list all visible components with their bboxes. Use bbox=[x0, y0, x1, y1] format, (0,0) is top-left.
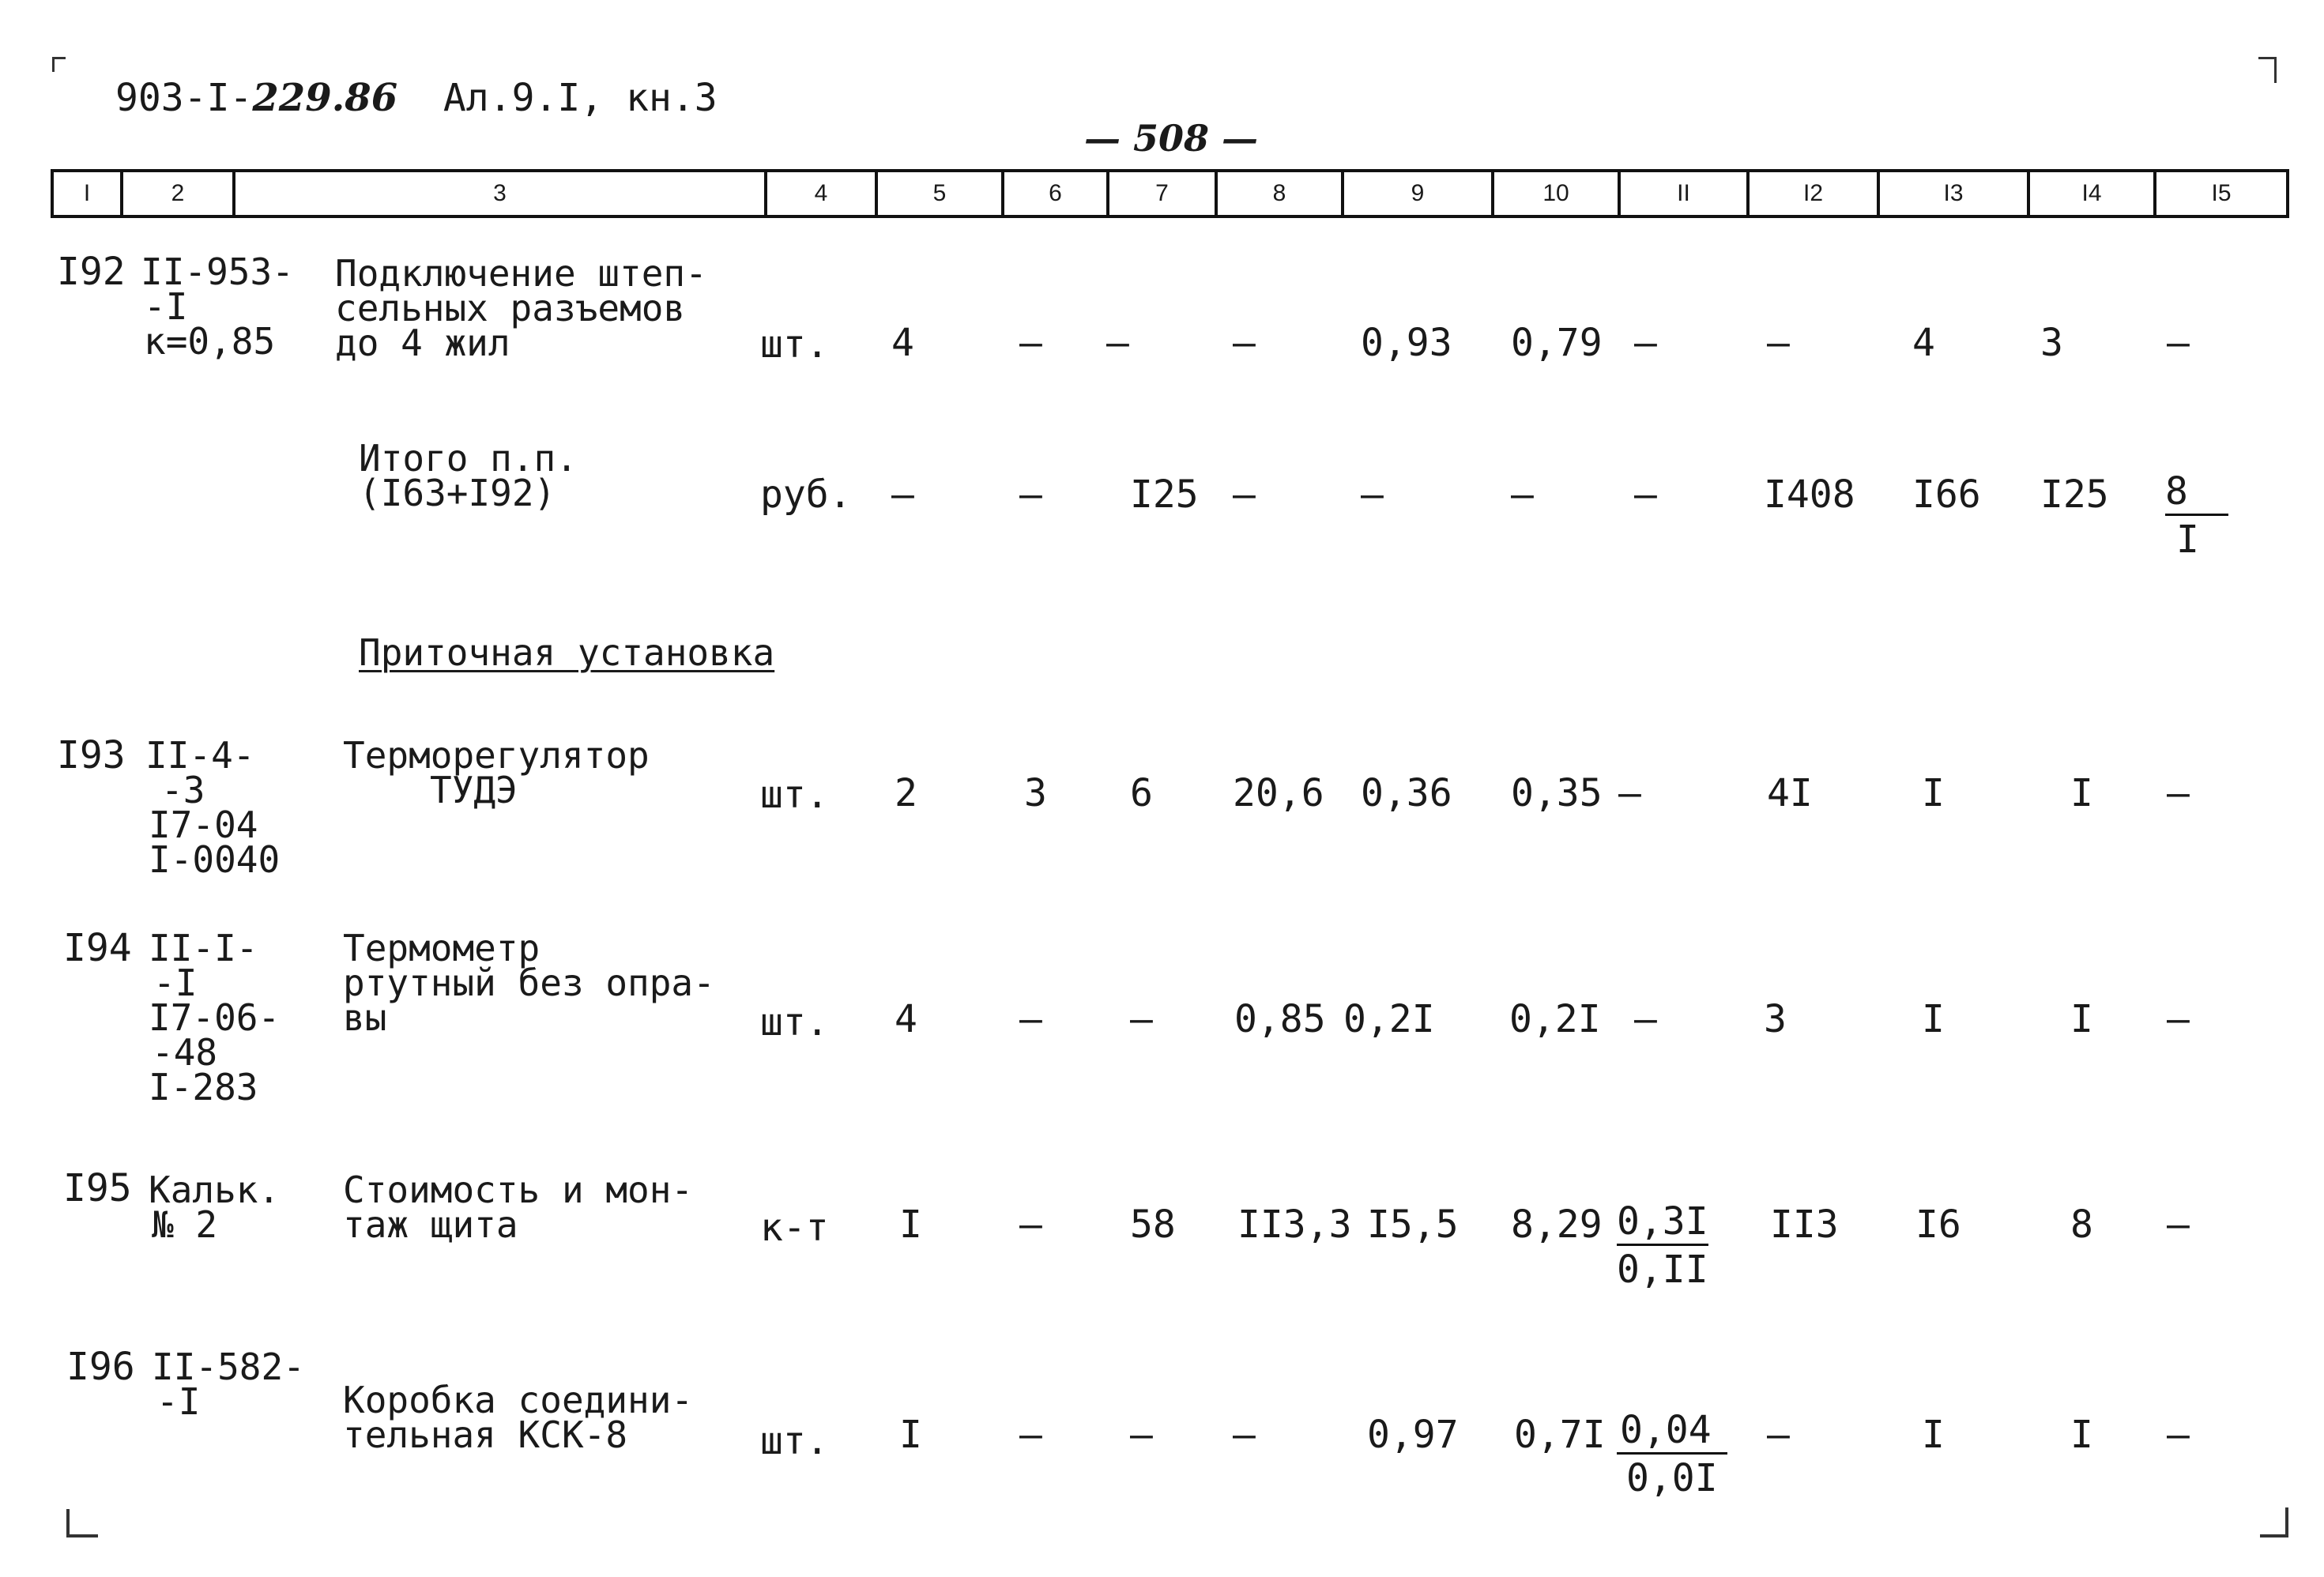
column-header-13: I3 bbox=[1878, 171, 2028, 216]
column-header-8: 8 bbox=[1216, 171, 1343, 216]
fraction-denominator: I bbox=[2176, 518, 2199, 562]
rate-code bbox=[152, 1346, 305, 1423]
rate-code-line: I7-06- bbox=[149, 996, 281, 1039]
cell-col-13: 4 bbox=[1912, 321, 1935, 365]
fraction-denominator: 0,II bbox=[1617, 1248, 1708, 1292]
rate-code-line: II-4- bbox=[145, 734, 255, 777]
work-description-line: Подключение штеп- bbox=[335, 252, 707, 295]
cell-col-11: – bbox=[1618, 771, 1641, 815]
column-header-15: I5 bbox=[2155, 171, 2288, 216]
reference-prefix: 903-I- bbox=[115, 76, 253, 120]
unit: к-т bbox=[760, 1206, 829, 1250]
row-number: I95 bbox=[63, 1166, 132, 1210]
page-number: — 508 — bbox=[1084, 117, 1259, 160]
column-header-3: 3 bbox=[234, 171, 766, 216]
cell-col-14: 3 bbox=[2040, 321, 2063, 365]
cell-col-10: – bbox=[1511, 472, 1534, 517]
rate-code-line: II-I- bbox=[149, 927, 258, 969]
cell-col-12: I408 bbox=[1764, 472, 1855, 517]
fraction-numerator: 0,04 bbox=[1617, 1411, 1727, 1455]
document-reference bbox=[115, 76, 718, 120]
cell-col-11: – bbox=[1634, 321, 1657, 365]
corner-mark-top-left bbox=[52, 57, 66, 72]
rate-code-line: II-953- bbox=[141, 250, 294, 293]
cell-col-6: – bbox=[1019, 1203, 1042, 1247]
corner-mark-bottom-right bbox=[2260, 1507, 2288, 1537]
cell-col-14: I bbox=[2070, 997, 2093, 1041]
reference-number: 229.86 bbox=[252, 76, 398, 120]
work-description-line: тельная КСК-8 bbox=[343, 1413, 628, 1456]
row-number: I93 bbox=[57, 733, 126, 777]
section-title: Приточная установка bbox=[359, 631, 775, 674]
cell-col-8: 20,6 bbox=[1233, 771, 1324, 815]
cell-col-10: 8,29 bbox=[1511, 1203, 1603, 1247]
cell-col-7: – bbox=[1130, 997, 1153, 1041]
cell-col-11-fraction bbox=[1617, 1199, 1708, 1292]
cell-col-9: I5,5 bbox=[1367, 1203, 1459, 1247]
cell-col-6: – bbox=[1019, 997, 1042, 1041]
cell-col-8: 0,85 bbox=[1234, 997, 1326, 1041]
cell-col-12: 3 bbox=[1764, 997, 1787, 1041]
cell-col-12: – bbox=[1767, 321, 1790, 365]
work-description-line: Коробка соедини- bbox=[343, 1379, 694, 1421]
cell-col-7: – bbox=[1106, 321, 1129, 365]
fraction-denominator: 0,0I bbox=[1626, 1456, 1718, 1500]
work-description-line: сельных разъемов bbox=[335, 287, 686, 329]
row-number: I94 bbox=[63, 926, 132, 970]
cell-col-14: I bbox=[2070, 1413, 2093, 1457]
cell-col-15: – bbox=[2167, 1203, 2190, 1247]
cell-col-12: 4I bbox=[1767, 771, 1813, 815]
cell-col-13: I bbox=[1922, 1413, 1945, 1457]
rate-code-line: № 2 bbox=[152, 1203, 218, 1246]
work-description-line: вы bbox=[343, 996, 387, 1039]
unit: шт. bbox=[760, 1000, 829, 1044]
cell-col-5: 4 bbox=[891, 321, 914, 365]
rate-code-line: к=0,85 bbox=[144, 320, 276, 363]
cell-col-7: 6 bbox=[1130, 771, 1153, 815]
unit: шт. bbox=[760, 773, 829, 817]
fraction-numerator: 0,3I bbox=[1617, 1203, 1708, 1246]
cell-col-15: – bbox=[2167, 1413, 2190, 1457]
cell-col-10: 0,7I bbox=[1514, 1413, 1606, 1457]
column-header-4: 4 bbox=[766, 171, 876, 216]
column-header-2: 2 bbox=[122, 171, 234, 216]
cell-col-5: I bbox=[899, 1413, 922, 1457]
work-description bbox=[343, 1379, 694, 1456]
cell-col-9: – bbox=[1361, 472, 1384, 517]
rate-code-line: I-0040 bbox=[149, 838, 281, 881]
work-description bbox=[343, 927, 715, 1039]
cell-col-15: – bbox=[2167, 771, 2190, 815]
cell-col-6: 3 bbox=[1024, 771, 1047, 815]
cell-col-5: – bbox=[891, 472, 914, 517]
rate-code-line: Кальк. bbox=[149, 1169, 281, 1211]
cell-col-9: 0,2I bbox=[1343, 997, 1435, 1041]
rate-code-line: -I bbox=[144, 285, 188, 328]
work-description-line: Термометр bbox=[343, 927, 541, 969]
total-label-line: Итого п.п. bbox=[359, 437, 578, 480]
total-label-line: (I63+I92) bbox=[359, 472, 556, 514]
cell-col-14: I bbox=[2070, 771, 2093, 815]
cell-col-13: I bbox=[1922, 771, 1945, 815]
work-description bbox=[343, 734, 650, 811]
total-label bbox=[359, 437, 578, 514]
row-number: I92 bbox=[57, 250, 126, 294]
cell-col-10: 0,2I bbox=[1509, 997, 1601, 1041]
cell-col-14: 8 bbox=[2070, 1203, 2093, 1247]
rate-code-line: II-582- bbox=[152, 1346, 305, 1388]
cell-col-7: 58 bbox=[1130, 1203, 1176, 1247]
rate-code-line: -I bbox=[156, 1380, 201, 1423]
column-header-14: I4 bbox=[2028, 171, 2155, 216]
cell-col-15: – bbox=[2167, 321, 2190, 365]
cell-col-13: I66 bbox=[1912, 472, 1981, 517]
cell-col-7: – bbox=[1130, 1413, 1153, 1457]
cell-col-9: 0,93 bbox=[1361, 321, 1452, 365]
column-header-7: 7 bbox=[1108, 171, 1216, 216]
cell-col-8: II3,3 bbox=[1237, 1203, 1352, 1247]
rate-code-line: I7-04 bbox=[149, 804, 258, 846]
rate-code bbox=[141, 250, 294, 363]
column-header-table bbox=[51, 169, 2289, 218]
work-description bbox=[343, 1169, 694, 1246]
row-number: I96 bbox=[66, 1345, 135, 1389]
rate-code-line: I-283 bbox=[149, 1066, 258, 1108]
column-header-1: I bbox=[52, 171, 122, 216]
unit: шт. bbox=[760, 322, 829, 367]
column-header-row bbox=[52, 171, 2288, 216]
column-header-6: 6 bbox=[1003, 171, 1108, 216]
cell-col-10: 0,79 bbox=[1511, 321, 1603, 365]
cell-col-6: – bbox=[1019, 321, 1042, 365]
corner-mark-bottom-left bbox=[66, 1509, 98, 1537]
cell-col-9: 0,36 bbox=[1361, 771, 1452, 815]
cell-col-8: – bbox=[1233, 1413, 1256, 1457]
cell-col-5: 4 bbox=[895, 997, 917, 1041]
corner-mark-top-right bbox=[2258, 57, 2277, 83]
work-description-line: таж щита bbox=[343, 1203, 518, 1246]
cell-col-9: 0,97 bbox=[1367, 1413, 1459, 1457]
fraction-numerator: 8 bbox=[2165, 472, 2228, 516]
rate-code-line: -48 bbox=[152, 1031, 218, 1074]
cell-col-5: 2 bbox=[895, 771, 917, 815]
work-description bbox=[335, 252, 707, 364]
cell-col-8: – bbox=[1233, 472, 1256, 517]
cell-col-10: 0,35 bbox=[1511, 771, 1603, 815]
rate-code bbox=[149, 927, 281, 1108]
column-header-9: 9 bbox=[1343, 171, 1493, 216]
column-header-5: 5 bbox=[876, 171, 1003, 216]
work-description-line: ртутный без опра- bbox=[343, 962, 715, 1004]
cell-col-13: I6 bbox=[1915, 1203, 1961, 1247]
cell-col-15-fraction bbox=[2165, 469, 2228, 562]
column-header-11: II bbox=[1619, 171, 1748, 216]
rate-code-line: -3 bbox=[161, 769, 205, 811]
rate-code bbox=[149, 1169, 281, 1246]
cell-col-6: – bbox=[1019, 472, 1042, 517]
cell-col-7: I25 bbox=[1130, 472, 1199, 517]
column-header-12: I2 bbox=[1748, 171, 1878, 216]
rate-code bbox=[145, 734, 281, 881]
cell-col-11-fraction bbox=[1617, 1408, 1727, 1500]
work-description-line: до 4 жил bbox=[335, 322, 510, 364]
unit: шт. bbox=[760, 1419, 829, 1463]
reference-album: Ал.9.I, кн.3 bbox=[443, 76, 718, 120]
rate-code-line: -I bbox=[153, 962, 198, 1004]
cell-col-11: – bbox=[1634, 997, 1657, 1041]
cell-col-12: II3 bbox=[1770, 1203, 1839, 1247]
cell-col-6: – bbox=[1019, 1413, 1042, 1457]
cell-col-8: – bbox=[1233, 321, 1256, 365]
cell-col-11: – bbox=[1634, 472, 1657, 517]
work-description-line: Стоимость и мон- bbox=[343, 1169, 694, 1211]
cell-col-13: I bbox=[1922, 997, 1945, 1041]
work-description-line: Терморегулятор bbox=[343, 734, 650, 777]
work-description-line: ТУДЭ bbox=[430, 769, 518, 811]
column-header-10: 10 bbox=[1493, 171, 1619, 216]
unit: руб. bbox=[760, 472, 852, 517]
cell-col-15: – bbox=[2167, 997, 2190, 1041]
cell-col-5: I bbox=[899, 1203, 922, 1247]
cell-col-12: – bbox=[1767, 1413, 1790, 1457]
cell-col-14: I25 bbox=[2040, 472, 2109, 517]
